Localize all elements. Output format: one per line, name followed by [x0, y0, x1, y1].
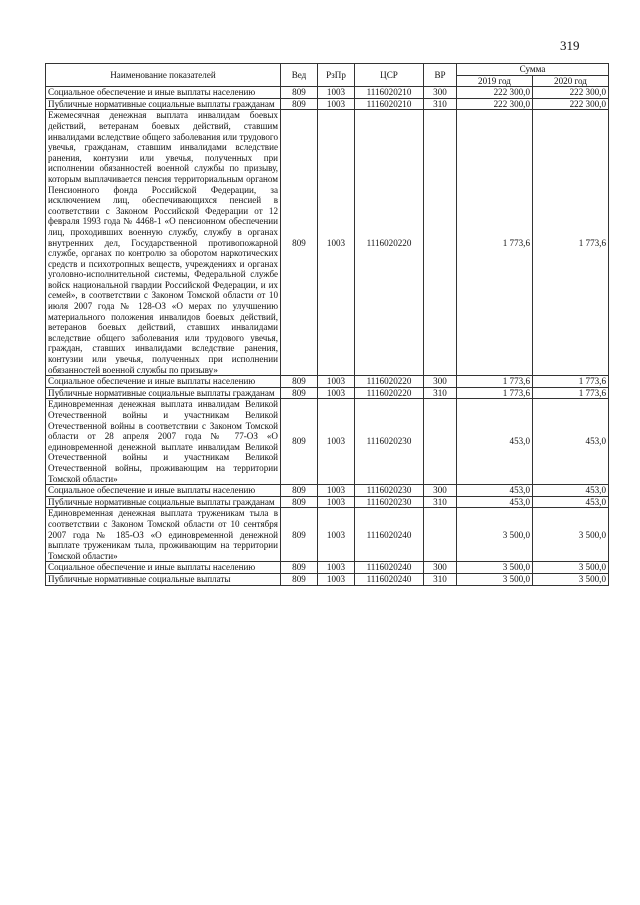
cell-2020: 3 500,0	[533, 562, 609, 574]
cell-csr: 1116020230	[355, 485, 424, 497]
cell-csr: 1116020220	[355, 376, 424, 388]
cell-rzpr: 1003	[318, 376, 355, 388]
cell-csr: 1116020240	[355, 562, 424, 574]
cell-2020: 3 500,0	[533, 573, 609, 585]
cell-2019: 222 300,0	[457, 98, 533, 110]
cell-ved: 809	[281, 562, 318, 574]
cell-vr	[424, 110, 457, 376]
header-2020: 2020 год	[533, 75, 609, 87]
header-name: Наименование показателей	[46, 64, 281, 87]
cell-name: Публичные нормативные социальные выплаты	[46, 573, 281, 585]
cell-ved: 809	[281, 496, 318, 508]
cell-name: Единовременная денежная выплата инвалидам Великой Отечественной войны и участникам Великой Отечественной войны в соответствии с Законом Томской области от 28 апреля 2007 года № 77-ОЗ «О единовременной денежной выплате инвалидам Великой Отечественной войны и участникам Великой Отечественной войны, проживающим на территории Томской области»	[46, 399, 281, 485]
cell-2020: 453,0	[533, 399, 609, 485]
cell-2020: 3 500,0	[533, 508, 609, 562]
cell-rzpr: 1003	[318, 508, 355, 562]
cell-2019: 1 773,6	[457, 387, 533, 399]
cell-name: Социальное обеспечение и иные выплаты населению	[46, 87, 281, 99]
cell-name: Ежемесячная денежная выплата инвалидам боевых действий, ветеранам боевых действий, ставшим инвалидами вследствие общего заболевания или трудового увечья, гражданам, ставшим инвалидами вследствие ранения, контузии или увечья, полученных при исполнении обязанностей военной службы по призыву, которым выплачивается пенсия территориальным органом Пенсионного фонда Российской Федерации, за исключением лиц, обеспечивающихся пенсией в соответствии с Законом Российской Федерации от 12 февраля 1993 года № 4468-1 «О пенсионном обеспечении лиц, проходивших военную службу, службу в органах внутренних дел, Государственной противопожарной службе, органах по контролю за оборотом наркотических средств и психотропных веществ, учреждениях и органах уголовно-исполнительной системы, Федеральной службе войск национальной гвардии Российской Федерации, и их семей», в соответствии с Законом Томской области от 10 июля 2007 года № 128-ОЗ «О мерах по улучшению материального положения инвалидов боевых действий, ветеранов боевых действий, ставших инвалидами вследствие общего заболевания или трудового увечья, граждан, ставших инвалидами вследствие ранения, контузии или увечья, полученных при исполнении обязанностей военной службы по призыву»	[46, 110, 281, 376]
cell-vr: 300	[424, 87, 457, 99]
cell-2019: 3 500,0	[457, 562, 533, 574]
header-row	[46, 64, 609, 76]
header-vr: ВР	[424, 64, 457, 87]
table-row	[46, 110, 609, 376]
table-row	[46, 376, 609, 388]
cell-2020: 222 300,0	[533, 98, 609, 110]
cell-2020: 222 300,0	[533, 87, 609, 99]
cell-csr: 1116020230	[355, 496, 424, 508]
cell-ved: 809	[281, 376, 318, 388]
cell-csr: 1116020230	[355, 399, 424, 485]
cell-rzpr: 1003	[318, 110, 355, 376]
cell-vr: 310	[424, 496, 457, 508]
header-sum: Сумма	[457, 64, 609, 76]
cell-vr	[424, 508, 457, 562]
cell-csr: 1116020210	[355, 98, 424, 110]
table-row	[46, 562, 609, 574]
cell-ved: 809	[281, 87, 318, 99]
cell-csr: 1116020220	[355, 110, 424, 376]
cell-rzpr: 1003	[318, 399, 355, 485]
cell-2020: 453,0	[533, 485, 609, 497]
cell-rzpr: 1003	[318, 87, 355, 99]
cell-vr: 310	[424, 573, 457, 585]
cell-ved: 809	[281, 98, 318, 110]
cell-ved: 809	[281, 508, 318, 562]
cell-csr: 1116020210	[355, 87, 424, 99]
cell-2019: 1 773,6	[457, 376, 533, 388]
cell-ved: 809	[281, 573, 318, 585]
cell-2019: 1 773,6	[457, 110, 533, 376]
cell-name: Единовременная денежная выплата труженикам тыла в соответствии с Законом Томской области от 10 сентября 2007 года № 185-ОЗ «О единовременной денежной выплате труженикам тыла, проживающим на территории Томской области»	[46, 508, 281, 562]
cell-name: Публичные нормативные социальные выплаты гражданам	[46, 387, 281, 399]
cell-ved: 809	[281, 387, 318, 399]
cell-csr: 1116020240	[355, 508, 424, 562]
cell-2019: 453,0	[457, 496, 533, 508]
cell-rzpr: 1003	[318, 98, 355, 110]
cell-ved: 809	[281, 399, 318, 485]
budget-table	[45, 63, 609, 586]
cell-rzpr: 1003	[318, 387, 355, 399]
cell-2019: 3 500,0	[457, 508, 533, 562]
table-row	[46, 87, 609, 99]
table-row	[46, 387, 609, 399]
cell-2019: 222 300,0	[457, 87, 533, 99]
header-2019: 2019 год	[457, 75, 533, 87]
cell-name: Социальное обеспечение и иные выплаты населению	[46, 562, 281, 574]
cell-2019: 3 500,0	[457, 573, 533, 585]
cell-name: Публичные нормативные социальные выплаты гражданам	[46, 98, 281, 110]
cell-vr: 300	[424, 562, 457, 574]
cell-vr	[424, 399, 457, 485]
cell-vr: 300	[424, 485, 457, 497]
cell-2019: 453,0	[457, 399, 533, 485]
table-row	[46, 508, 609, 562]
page-number: 319	[560, 38, 580, 53]
cell-name: Публичные нормативные социальные выплаты гражданам	[46, 496, 281, 508]
cell-rzpr: 1003	[318, 496, 355, 508]
cell-2020: 1 773,6	[533, 110, 609, 376]
cell-vr: 300	[424, 376, 457, 388]
cell-ved: 809	[281, 485, 318, 497]
cell-2020: 1 773,6	[533, 387, 609, 399]
header-rzpr: РзПр	[318, 64, 355, 87]
cell-rzpr: 1003	[318, 573, 355, 585]
header-ved: Вед	[281, 64, 318, 87]
cell-csr: 1116020240	[355, 573, 424, 585]
table-body	[46, 87, 609, 585]
cell-2019: 453,0	[457, 485, 533, 497]
cell-ved: 809	[281, 110, 318, 376]
table-row	[46, 485, 609, 497]
cell-2020: 1 773,6	[533, 376, 609, 388]
cell-vr: 310	[424, 98, 457, 110]
table-row	[46, 399, 609, 485]
cell-rzpr: 1003	[318, 485, 355, 497]
table-row	[46, 573, 609, 585]
cell-2020: 453,0	[533, 496, 609, 508]
header-csr: ЦСР	[355, 64, 424, 87]
cell-csr: 1116020220	[355, 387, 424, 399]
cell-vr: 310	[424, 387, 457, 399]
table-row	[46, 496, 609, 508]
cell-rzpr: 1003	[318, 562, 355, 574]
cell-name: Социальное обеспечение и иные выплаты населению	[46, 376, 281, 388]
cell-name: Социальное обеспечение и иные выплаты населению	[46, 485, 281, 497]
table-row	[46, 98, 609, 110]
